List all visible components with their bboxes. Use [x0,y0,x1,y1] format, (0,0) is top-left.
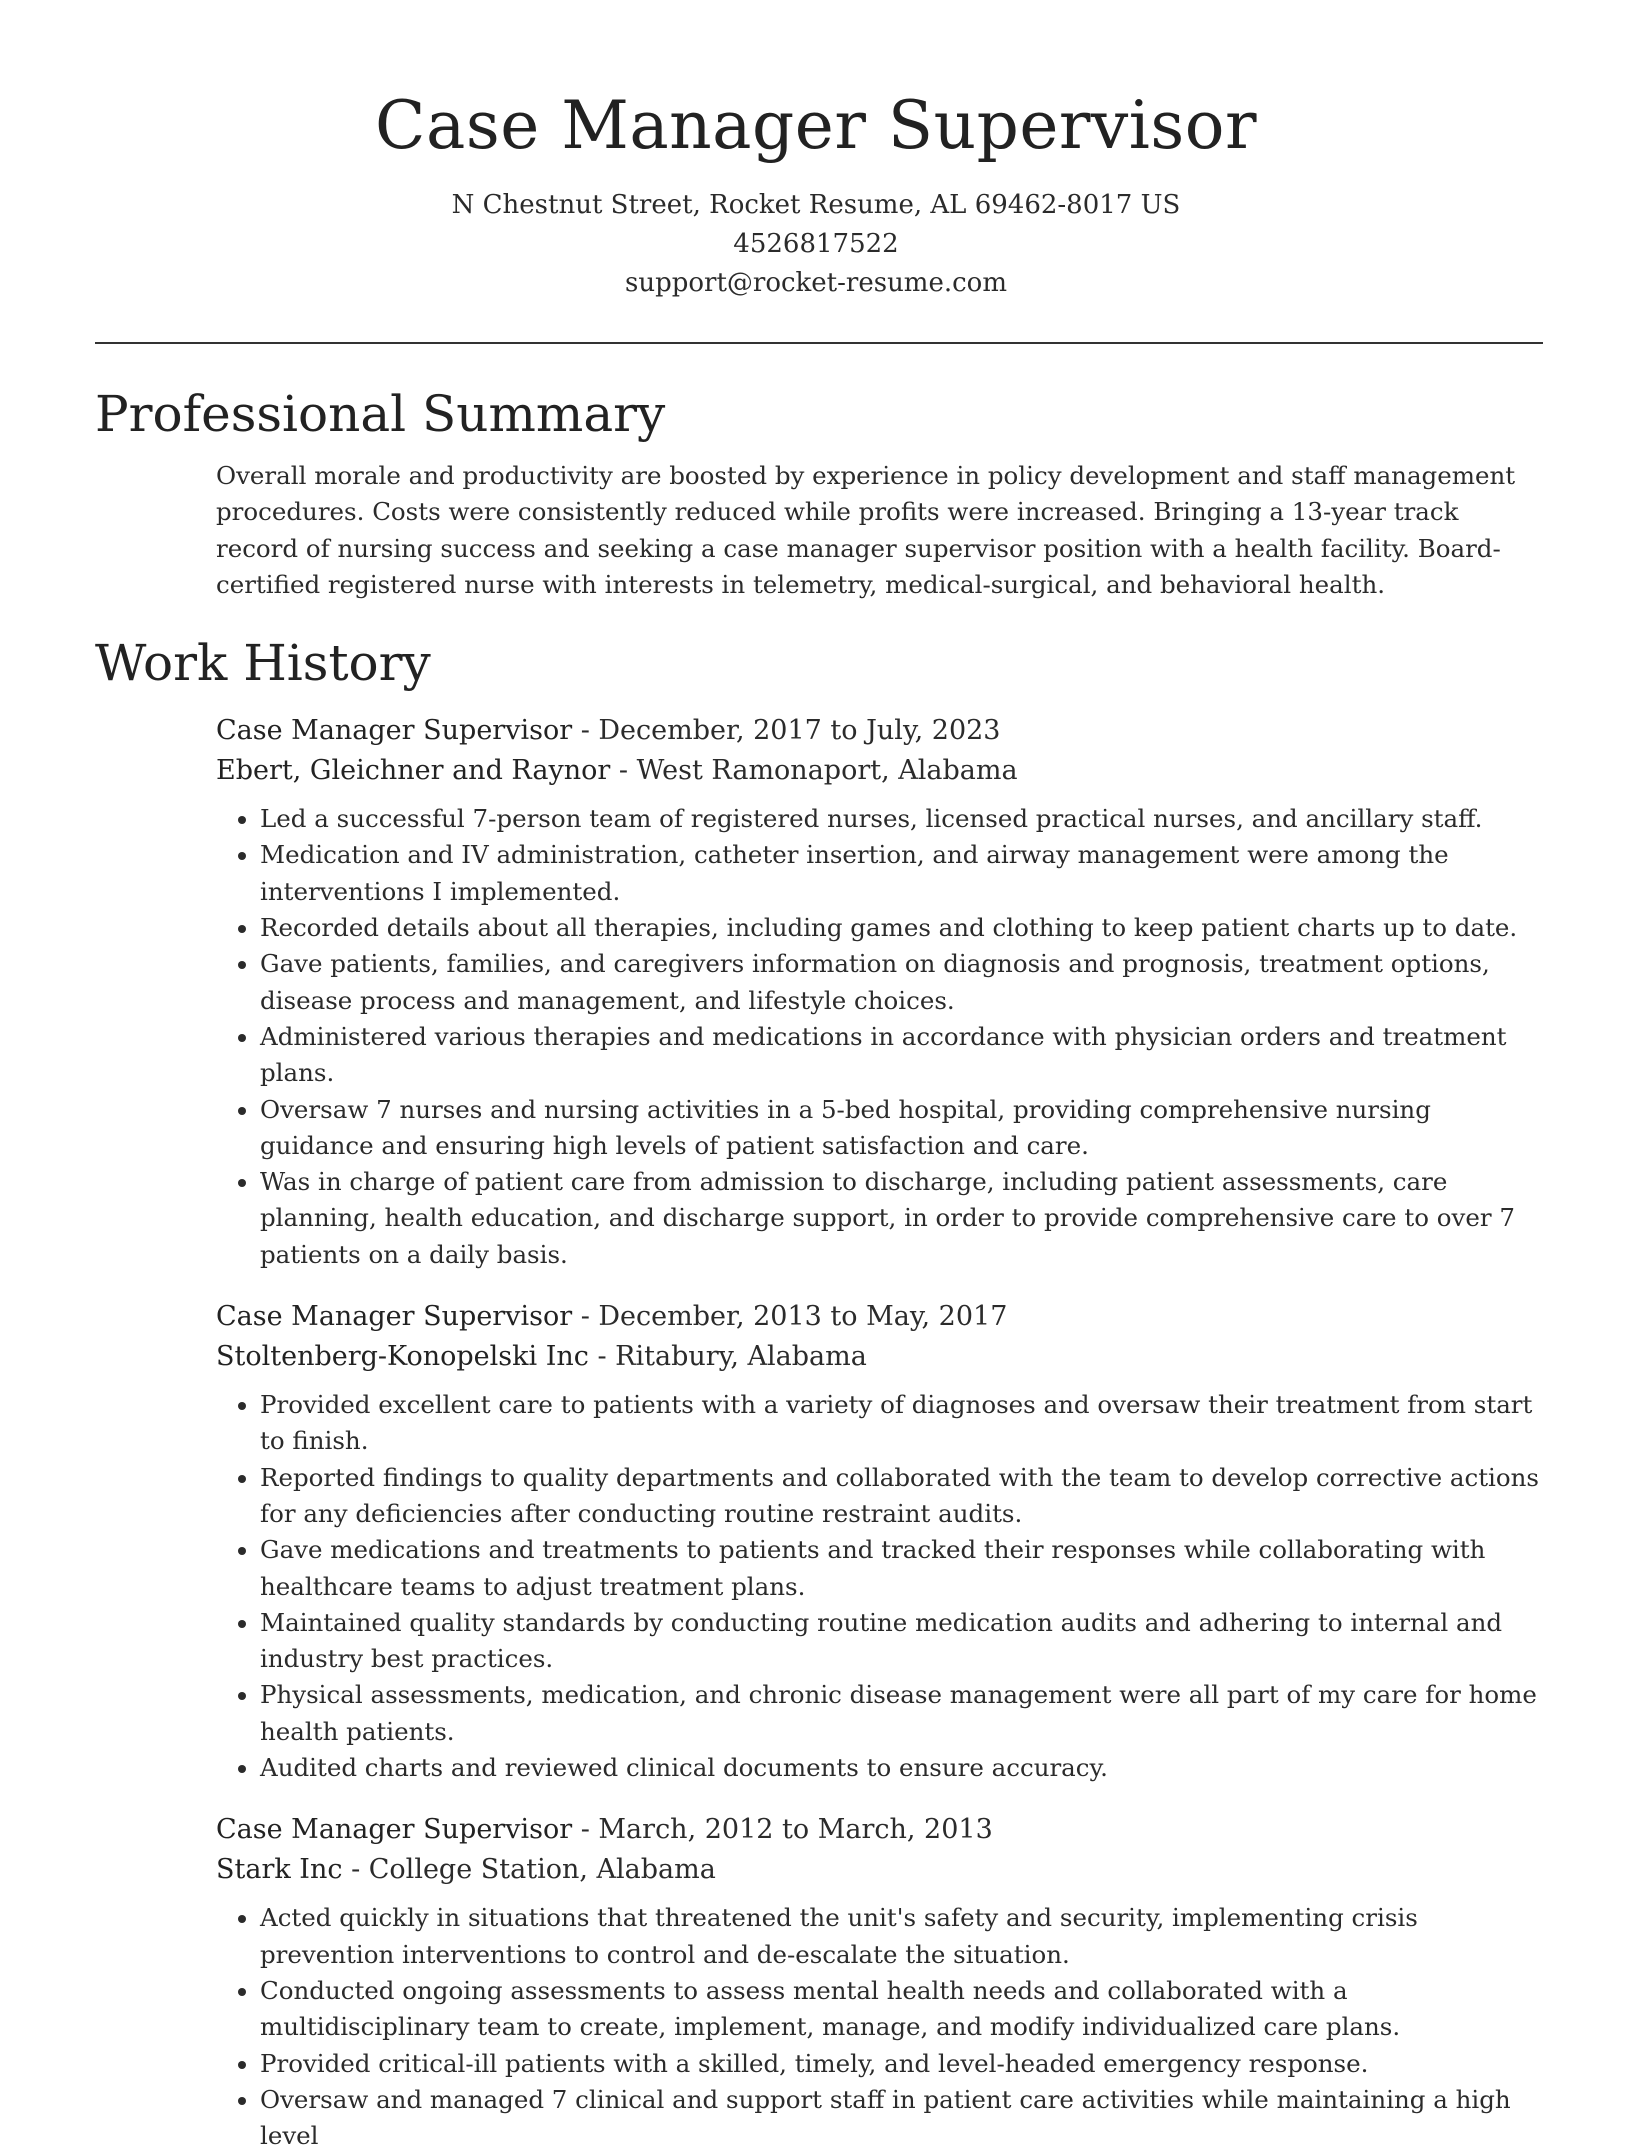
job-bullet: • Gave medications and treatments to patients and tracked their responses while collaborating with healthcare teams to adjust treatment plans. [260,1532,1543,1605]
job-bullet: • Administered various therapies and medications in accordance with physician orders and treatment plans. [260,1019,1543,1092]
job-bullet: • Acted quickly in situations that threatened the unit's safety and security, implementing crisis prevention interventions to control and de-escalate the situation. [260,1900,1543,1973]
contact-phone: 4526817522 [733,229,899,259]
job-company: Stark Inc [216,1854,343,1886]
job-entry [216,711,1543,1273]
job-bullet: • Medication and IV administration, catheter insertion, and airway management were among the interventions I implemented. [260,837,1543,910]
job-company-line [216,751,1543,791]
job-company: Stoltenberg-Konopelski Inc [216,1341,589,1373]
job-title-line [216,711,1543,751]
job-title: Case Manager Supervisor [216,1301,573,1333]
job-entry [216,1297,1543,1786]
job-bullet: • Conducted ongoing assessments to assess mental health needs and collaborated with a multidisciplinary team to create, implement, manage, and modify individualized care plans. [260,1973,1543,2046]
contact-email: support@rocket-resume.com [624,268,1007,298]
job-bullet: • Was in charge of patient care from admission to discharge, including patient assessments, care planning, health education, and discharge support, in order to provide comprehensive care to over 7 patients on a daily basis. [260,1164,1543,1273]
job-dates: - December, 2017 to July, 2023 [572,715,1001,747]
job-company-line [216,1850,1543,1890]
job-dates: - March, 2012 to March, 2013 [572,1814,993,1846]
job-company-line [216,1337,1543,1377]
job-title: Case Manager Supervisor [216,715,573,747]
resume-content [95,378,1543,2154]
contact-address: N Chestnut Street, Rocket Resume, AL 69462-8017 US [451,190,1181,220]
job-location: - West Ramonaport, Alabama [610,755,1018,787]
resume-header [0,0,1632,303]
job-location: - College Station, Alabama [342,1854,716,1886]
job-bullets [216,801,1543,1273]
candidate-name: Case Manager Supervisor [374,87,1257,164]
job-bullet: • Recorded details about all therapies, including games and clothing to keep patient charts up to date. [260,910,1543,946]
job-dates: - December, 2013 to May, 2017 [572,1301,1008,1333]
summary-body [216,458,1543,603]
job-company: Ebert, Gleichner and Raynor [216,755,611,787]
job-bullet: • Provided critical-ill patients with a skilled, timely, and level-headed emergency response. [260,2046,1543,2082]
section-title-work-history: Work History [95,634,431,693]
section-title-summary: Professional Summary [95,385,666,443]
job-bullet: • Audited charts and reviewed clinical documents to ensure accuracy. [260,1750,1543,1786]
summary-text: Overall morale and productivity are boosted by experience in policy development and staff management procedures. Costs were consistently reduced while profits were increased. Bringing a 13-year track record of nursing success and seeking a case manager supervisor position with a health facility. Board-certified registered nurse with interests in telemetry, medical-surgical, and behavioral health. [216,461,1516,599]
job-bullet: • Led a successful 7-person team of registered nurses, licensed practical nurses, and ancillary staff. [260,801,1543,837]
header-divider [95,342,1543,344]
job-bullet: • Maintained quality standards by conducting routine medication audits and adhering to internal and industry best practices. [260,1605,1543,1678]
work-history-body [216,711,1543,2154]
job-bullet: • Physical assessments, medication, and chronic disease management were all part of my care for home health patients. [260,1677,1543,1750]
job-title: Case Manager Supervisor [216,1814,573,1846]
job-bullet: • Reported findings to quality departments and collaborated with the team to develop corrective actions for any deficiencies after conducting routine restraint audits. [260,1460,1543,1533]
professional-summary-section [95,378,1543,603]
work-history-section [95,627,1543,2154]
job-bullet: • Oversaw 7 nurses and nursing activities in a 5-bed hospital, providing comprehensive nursing guidance and ensuring high levels of patient satisfaction and care. [260,1092,1543,1165]
job-entry [216,1810,1543,2154]
job-bullet: • Gave patients, families, and caregivers information on diagnosis and prognosis, treatment options, disease process and management, and lifestyle choices. [260,946,1543,1019]
job-bullet: • Provided excellent care to patients with a variety of diagnoses and oversaw their treatment from start to finish. [260,1387,1543,1460]
contact-info [0,186,1632,303]
job-location: - Ritabury, Alabama [588,1341,867,1373]
job-bullets [216,1900,1543,2154]
job-bullets [216,1387,1543,1786]
job-title-line [216,1297,1543,1337]
job-title-line [216,1810,1543,1850]
job-bullet: • Oversaw and managed 7 clinical and support staff in patient care activities while maintaining a high level [260,2082,1543,2154]
